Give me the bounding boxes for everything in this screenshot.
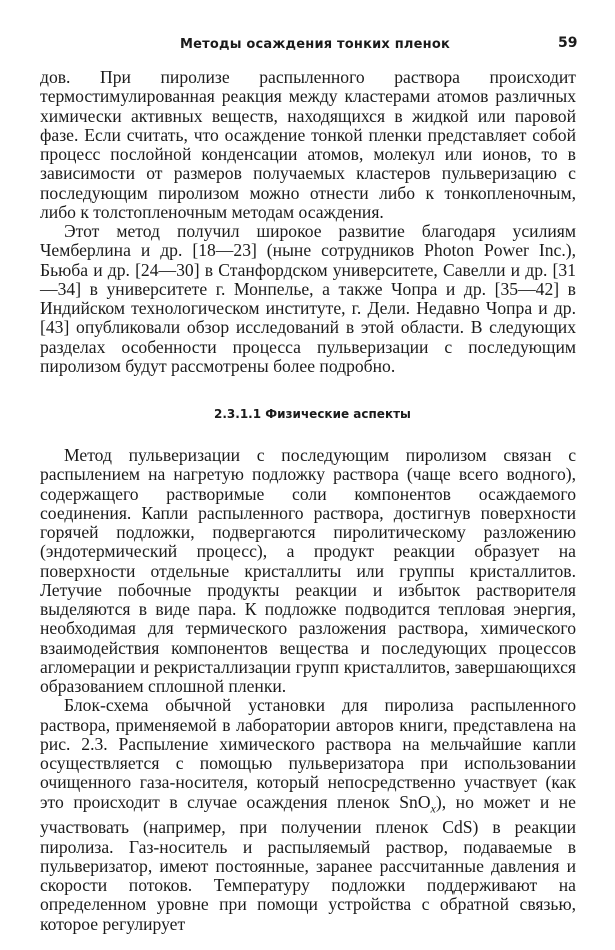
setup-text-part2: ), но может и не участвовать (например, при получении пленок CdS) в реакции пиролиза. Газ-носитель и распыляемый раствор, подаваемые в пульверизатор, имеют постоянные, заранее рассчитанные давления и скорости потоков. Температуру подложки поддерживают на определенном уровне при помощи устройства с обратной связью, которое регулирует bbox=[40, 791, 576, 934]
body-text bbox=[40, 68, 576, 934]
setup-text-part1: Блок-схема обычной установки для пиролиза распыленного раствора, применяемой в лаборатории авторов книги, представлена на рис. 2.3. Распыление химического раствора на мельчайшие капли осуществляется с помощью пульверизатора при использовании очищенного газа-носителя, который непосредственно участвует (как это происходит в случае осаждения пленок SnO bbox=[40, 695, 576, 812]
page-number: 59 bbox=[558, 35, 578, 51]
paragraph-method-development: Этот метод получил широкое развитие благодаря усилиям Чемберлина и др. [18—23] (ныне сотрудников Photon Power Inc.), Бьюба и др. [24—30] в Станфордском университете, Савелли и др. [31—34] в университете г. Монпелье, а также Чопра и др. [35—42] в Индийском технологическом институте, г. Дели. Недавно Чопра и др. [43] опубликовали обзор исследований в этой области. В следующих разделах особенности процесса пульверизации с последующим пиролизом будут рассмотрены более подробно. bbox=[40, 221, 576, 376]
paragraph-continuation: дов. При пиролизе распыленного раствора происходит термостимулированная реакция между кластерами атомов различных химически активных веществ, находящихся в жидкой или паровой фазе. Если считать, что осаждение тонкой пленки представляет собой процесс послойной конденсации атомов, молекул или ионов, то в зависимости от размеров получаемых кластеров пульверизацию с последующим пиролизом можно отнести либо к тонкопленочным, либо к толстопленочным методам осаждения. bbox=[40, 67, 576, 222]
paragraph-setup-description bbox=[40, 696, 576, 934]
section-heading: 2.3.1.1 Физические аспекты bbox=[214, 407, 411, 421]
paragraph-physical-aspects: Метод пульверизации с последующим пиролизом связан с распылением на нагретую подложку раствора (чаще всего водного), содержащего растворимые соли компонентов осаждаемого соединения. Капли распыленного раствора, достигнув поверхности горячей подложки, подвергаются пиролитическому разложению (эндотермический процесс), а продукт реакции образует на поверхности отдельные кристаллиты или группы кристаллитов. Летучие побочные продукты реакции и избыток растворителя выделяются в виде пара. К подложке подводится тепловая энергия, необходимая для термического разложения раствора, химического взаимодействия компонентов вещества и последующих процессов агломерации и рекристаллизации групп кристаллитов, завершающихся образованием сплошной пленки. bbox=[40, 445, 576, 696]
running-title: Методы осаждения тонких пленок bbox=[180, 37, 450, 52]
formula-subscript: x bbox=[430, 801, 436, 816]
